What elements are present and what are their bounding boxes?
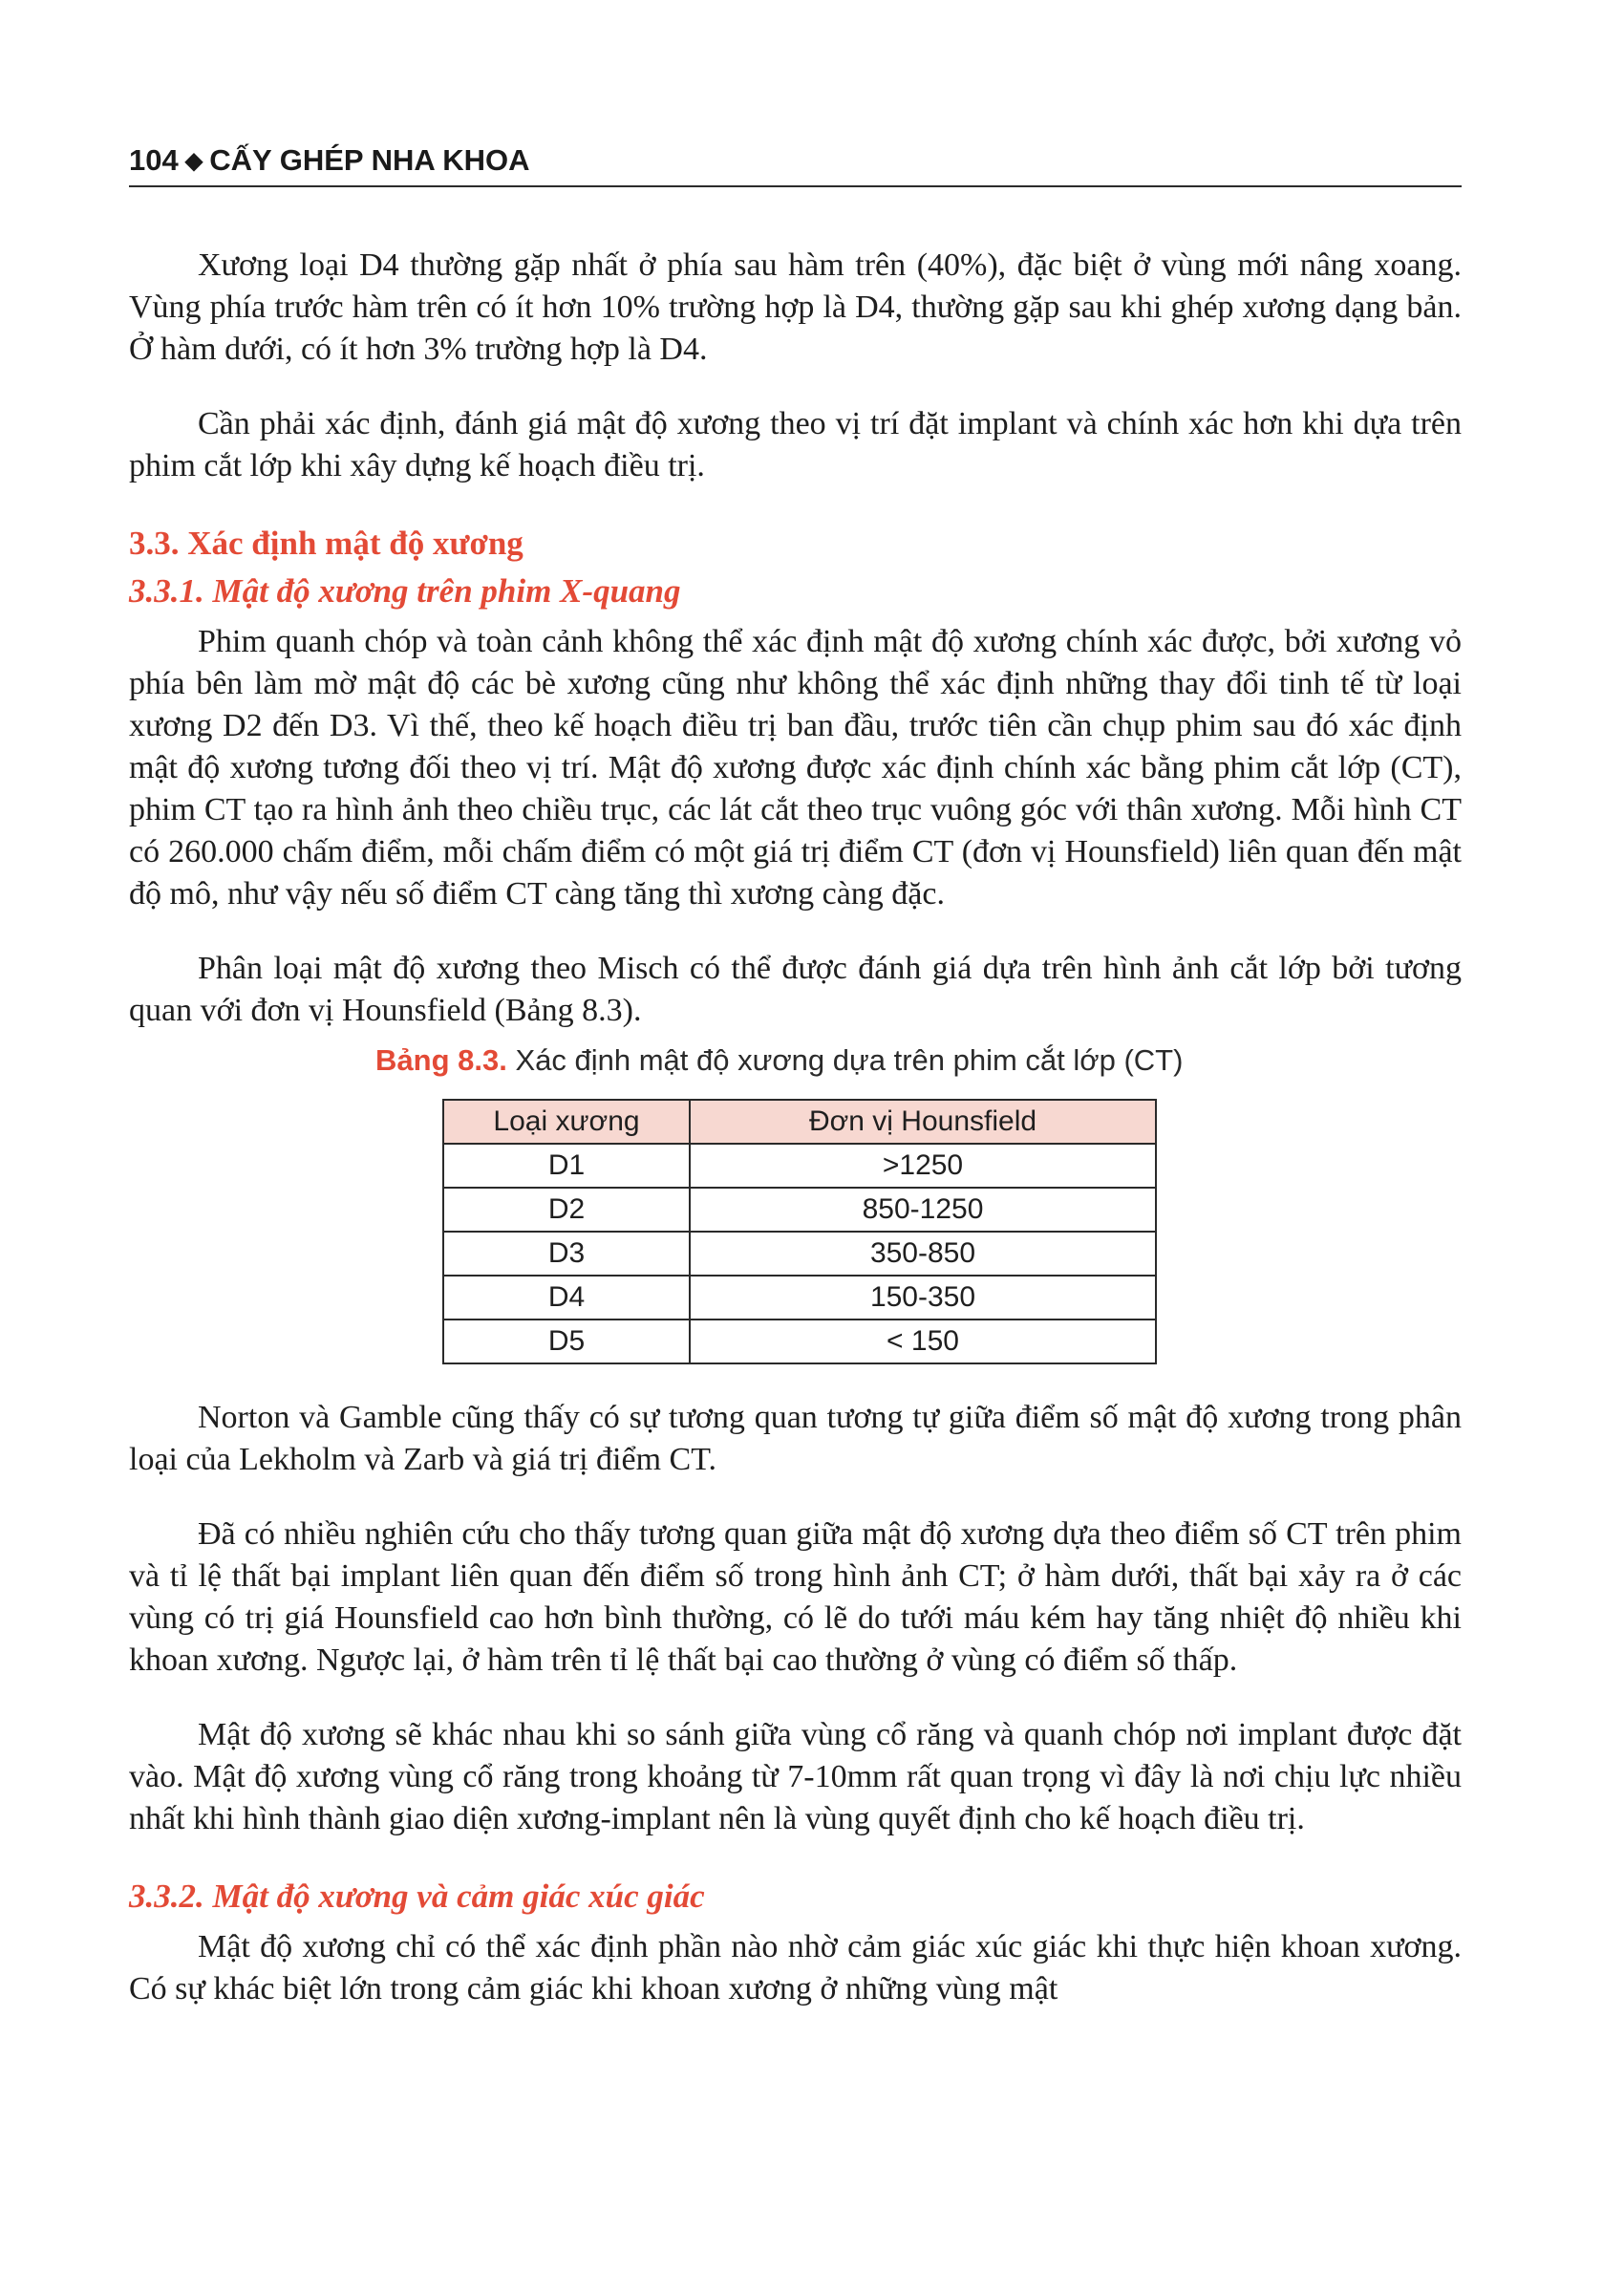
section-heading-3-3: 3.3. Xác định mật độ xương — [129, 525, 524, 562]
cell-bone-type: D4 — [443, 1276, 690, 1320]
table-row — [443, 1232, 1156, 1276]
table-row — [443, 1188, 1156, 1232]
table-row — [443, 1276, 1156, 1320]
column-header-hounsfield: Đơn vị Hounsfield — [690, 1100, 1156, 1144]
cell-hounsfield: 150-350 — [690, 1276, 1156, 1320]
bone-density-table — [442, 1099, 1157, 1364]
paragraph-ct-density: Phim quanh chóp và toàn cảnh không thể xác định mật độ xương chính xác được, bởi xương vỏ phía bên làm mờ mật độ các bè xương cũng như không thể xác định những thay đổi tinh tế từ loại xương D2 đến D3. Vì thế, theo kế hoạch điều trị ban đầu, trước tiên cần chụp phim sau đó xác định mật độ xương tương đối theo vị trí. Mật độ xương được xác định chính xác bằng phim cắt lớp (CT), phim CT tạo ra hình ảnh theo chiều trục, các lát cắt theo trục vuông góc với thân xương. Mỗi hình CT có 260.000 chấm điểm, mỗi chấm điểm có một giá trị điểm CT (đơn vị Hounsfield) liên quan đến mật độ mô, như vậy nếu số điểm CT càng tăng thì xương càng đặc. — [129, 624, 1462, 912]
diamond-separator-icon: ◆ — [184, 148, 203, 174]
running-header — [129, 141, 1462, 187]
table-caption-label: Bảng 8.3. — [375, 1043, 507, 1077]
cell-bone-type: D1 — [443, 1144, 690, 1188]
book-title: CẤY GHÉP NHA KHOA — [209, 143, 530, 177]
paragraph-assessment: Cần phải xác định, đánh giá mật độ xương theo vị trí đặt implant và chính xác hơn khi dựa trên phim cắt lớp khi xây dựng kế hoạch điều trị. — [129, 406, 1462, 483]
cell-hounsfield: 350-850 — [690, 1232, 1156, 1276]
paragraph-failure-studies: Đã có nhiều nghiên cứu cho thấy tương quan giữa mật độ xương dựa theo điểm số CT trên phim và tỉ lệ thất bại implant liên quan đến điểm số trong hình ảnh CT; ở hàm dưới, thất bại xảy ra ở các vùng có trị giá Hounsfield cao hơn bình thường, có lẽ do tưới máu kém hay tăng nhiệt độ nhiều khi khoan xương. Ngược lại, ở hàm trên tỉ lệ thất bại cao thường ở vùng có điểm số thấp. — [129, 1516, 1462, 1678]
paragraph-norton-gamble: Norton và Gamble cũng thấy có sự tương quan tương tự giữa điểm số mật độ xương trong phân loại của Lekholm và Zarb và giá trị điểm CT. — [129, 1400, 1462, 1477]
paragraph-misch-classification: Phân loại mật độ xương theo Misch có thể được đánh giá dựa trên hình ảnh cắt lớp bởi tương quan với đơn vị Hounsfield (Bảng 8.3). — [129, 951, 1462, 1028]
table-caption-text: Xác định mật độ xương dựa trên phim cắt lớp (CT) — [506, 1043, 1184, 1077]
table-row — [443, 1144, 1156, 1188]
table-header-row — [443, 1100, 1156, 1144]
paragraph-tactile-sensation: Mật độ xương chỉ có thể xác định phần nào nhờ cảm giác xúc giác khi thực hiện khoan xương. Có sự khác biệt lớn trong cảm giác khi khoan xương ở những vùng mật — [129, 1929, 1462, 2006]
subsection-heading-3-3-1: 3.3.1. Mật độ xương trên phim X-quang — [129, 572, 681, 610]
column-header-bone-type: Loại xương — [443, 1100, 690, 1144]
subsection-heading-3-3-2: 3.3.2. Mật độ xương và cảm giác xúc giác — [129, 1878, 705, 1915]
cell-hounsfield: < 150 — [690, 1320, 1156, 1363]
cell-bone-type: D3 — [443, 1232, 690, 1276]
table-row — [443, 1320, 1156, 1363]
page-number: 104 — [129, 143, 179, 177]
cell-hounsfield: 850-1250 — [690, 1188, 1156, 1232]
table-caption — [129, 1041, 1462, 1080]
cell-bone-type: D5 — [443, 1320, 690, 1363]
cell-hounsfield: >1250 — [690, 1144, 1156, 1188]
cell-bone-type: D2 — [443, 1188, 690, 1232]
paragraph-d4-location: Xương loại D4 thường gặp nhất ở phía sau hàm trên (40%), đặc biệt ở vùng mới nâng xoang. Vùng phía trước hàm trên có ít hơn 10% trường hợp là D4, thường gặp sau khi ghép xương dạng bản. Ở hàm dưới, có ít hơn 3% trường hợp là D4. — [129, 247, 1462, 367]
page-body — [129, 245, 1462, 2043]
paragraph-crestal-density: Mật độ xương sẽ khác nhau khi so sánh giữa vùng cổ răng và quanh chóp nơi implant được đặt vào. Mật độ xương vùng cổ răng trong khoảng từ 7-10mm rất quan trọng vì đây là nơi chịu lực nhiều nhất khi hình thành giao diện xương-implant nên là vùng quyết định cho kế hoạch điều trị. — [129, 1717, 1462, 1836]
